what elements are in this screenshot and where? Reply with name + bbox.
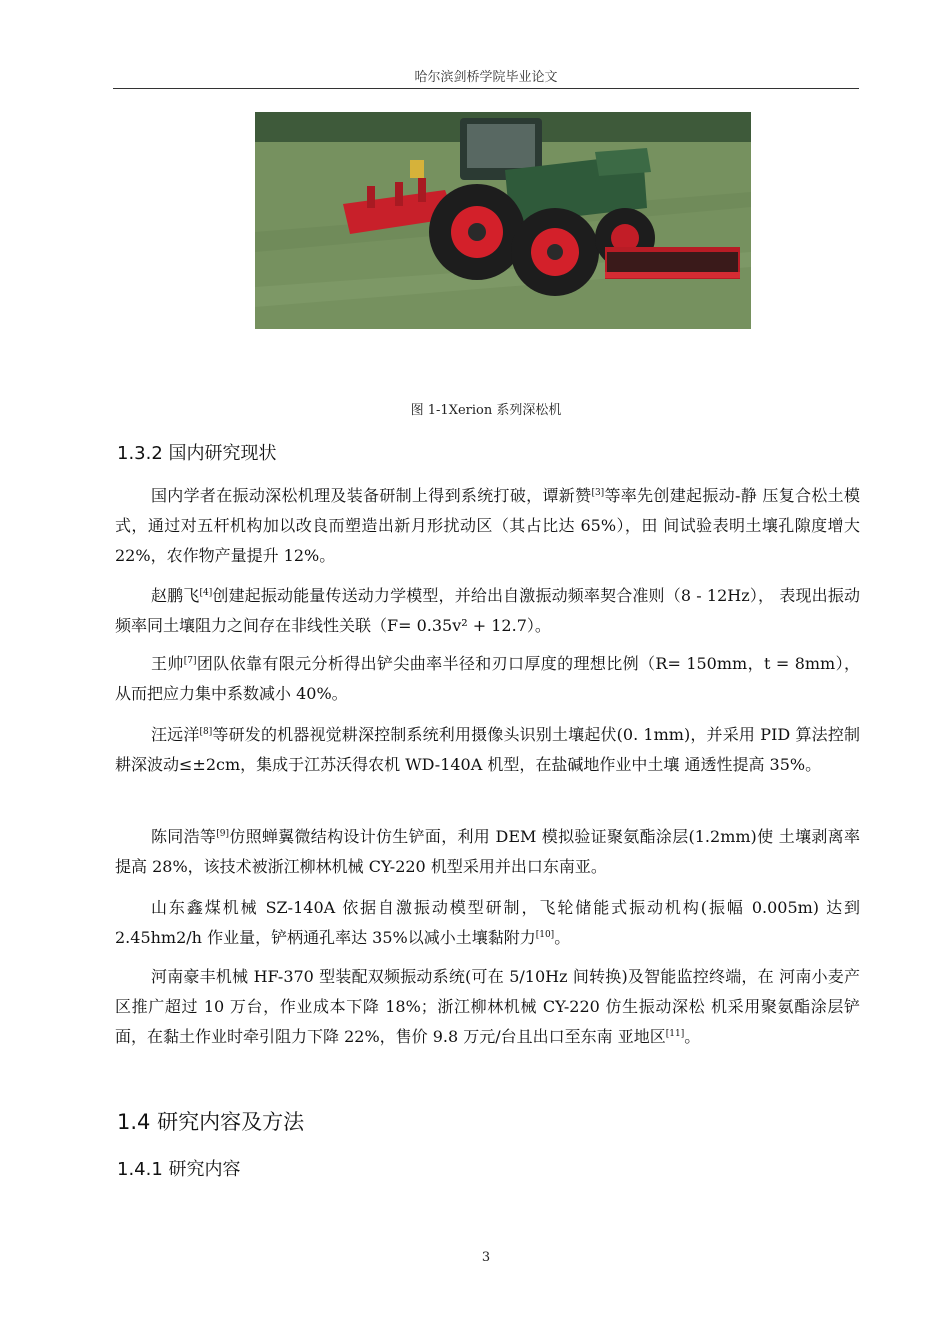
paragraph-7: 河南豪丰机械 HF-370 型装配双频振动系统(可在 5/10Hz 间转换)及智能监控终端，在 河南小麦产区推广超过 10 万台，作业成本下降 18%；浙江柳林机械 CY-220 仿生振动深松 机采用聚氨酯涂层铲面，在黏土作业时牵引阻力下降 22%，售价 9.8 万元/台且出口至东南 亚地区[11]。 <box>115 967 860 1046</box>
section-heading-1-3-2: 1.3.2 国内研究现状 <box>117 443 277 464</box>
paragraph-1: 国内学者在振动深松机理及装备研制上得到系统打破，谭新赞[3]等率先创建起振动-静 压复合松土模式，通过对五杆机构加以改良而塑造出新月形扰动区（其占比达 65%），田 间试验表明土壤孔隙度增大 22%，农作物产量提升 12%。 <box>115 486 860 565</box>
citation-ref: [8] <box>199 727 213 737</box>
citation-ref: [10] <box>535 930 555 940</box>
tractor-photo <box>255 112 751 329</box>
paragraph-2: 赵鹏飞[4]创建起振动能量传送动力学模型，并给出自激振动频率契合准则（8 - 12Hz）， 表现出振动频率同土壤阻力之间存在非线性关联（F= 0.35v² + 12.7）。 <box>115 586 860 635</box>
section-heading-1-4: 1.4 研究内容及方法 <box>117 1110 305 1134</box>
figure-caption: 图 1-1Xerion 系列深松机 <box>410 403 562 418</box>
header-rule <box>113 88 859 89</box>
citation-ref: [4] <box>199 588 213 598</box>
citation-ref: [3] <box>591 488 605 498</box>
citation-ref: [9] <box>216 829 229 839</box>
tractor-figure <box>255 112 751 329</box>
paragraph-3: 王帅[7]团队依靠有限元分析得出铲尖曲率半径和刃口厚度的理想比例（R= 150mm，t = 8mm），从而把应力集中系数减小 40%。 <box>115 654 860 703</box>
paragraph-4: 汪远洋[8]等研发的机器视觉耕深控制系统利用摄像头识别土壤起伏(0. 1mm)，并采用 PID 算法控制耕深波动≤±2cm，集成于江苏沃得农机 WD-140A 机型，在盐碱地作业中土壤 通透性提高 35%。 <box>115 725 860 774</box>
running-header: 哈尔滨剑桥学院毕业论文 <box>414 70 558 85</box>
paragraph-6: 山东鑫煤机械 SZ-140A 依据自激振动模型研制，飞轮储能式振动机构(振幅 0.005m) 达到 2.45hm2/h 作业量，铲柄通孔率达 35%以减小土壤黏附力[10]。 <box>115 898 860 947</box>
section-heading-1-4-1: 1.4.1 研究内容 <box>117 1159 241 1180</box>
rear-wheel <box>429 184 525 280</box>
page-number: 3 <box>481 1250 491 1265</box>
front-roller <box>605 247 740 279</box>
citation-ref: [11] <box>665 1029 685 1039</box>
paragraph-5: 陈同浩等[9]仿照蝉翼微结构设计仿生铲面，利用 DEM 模拟验证聚氨酯涂层(1.2mm)使 土壤剥离率提高 28%，该技术被浙江柳林机械 CY-220 机型采用并出口东南亚。 <box>115 827 860 876</box>
citation-ref: [7] <box>183 656 197 666</box>
front-wheel <box>511 208 599 296</box>
